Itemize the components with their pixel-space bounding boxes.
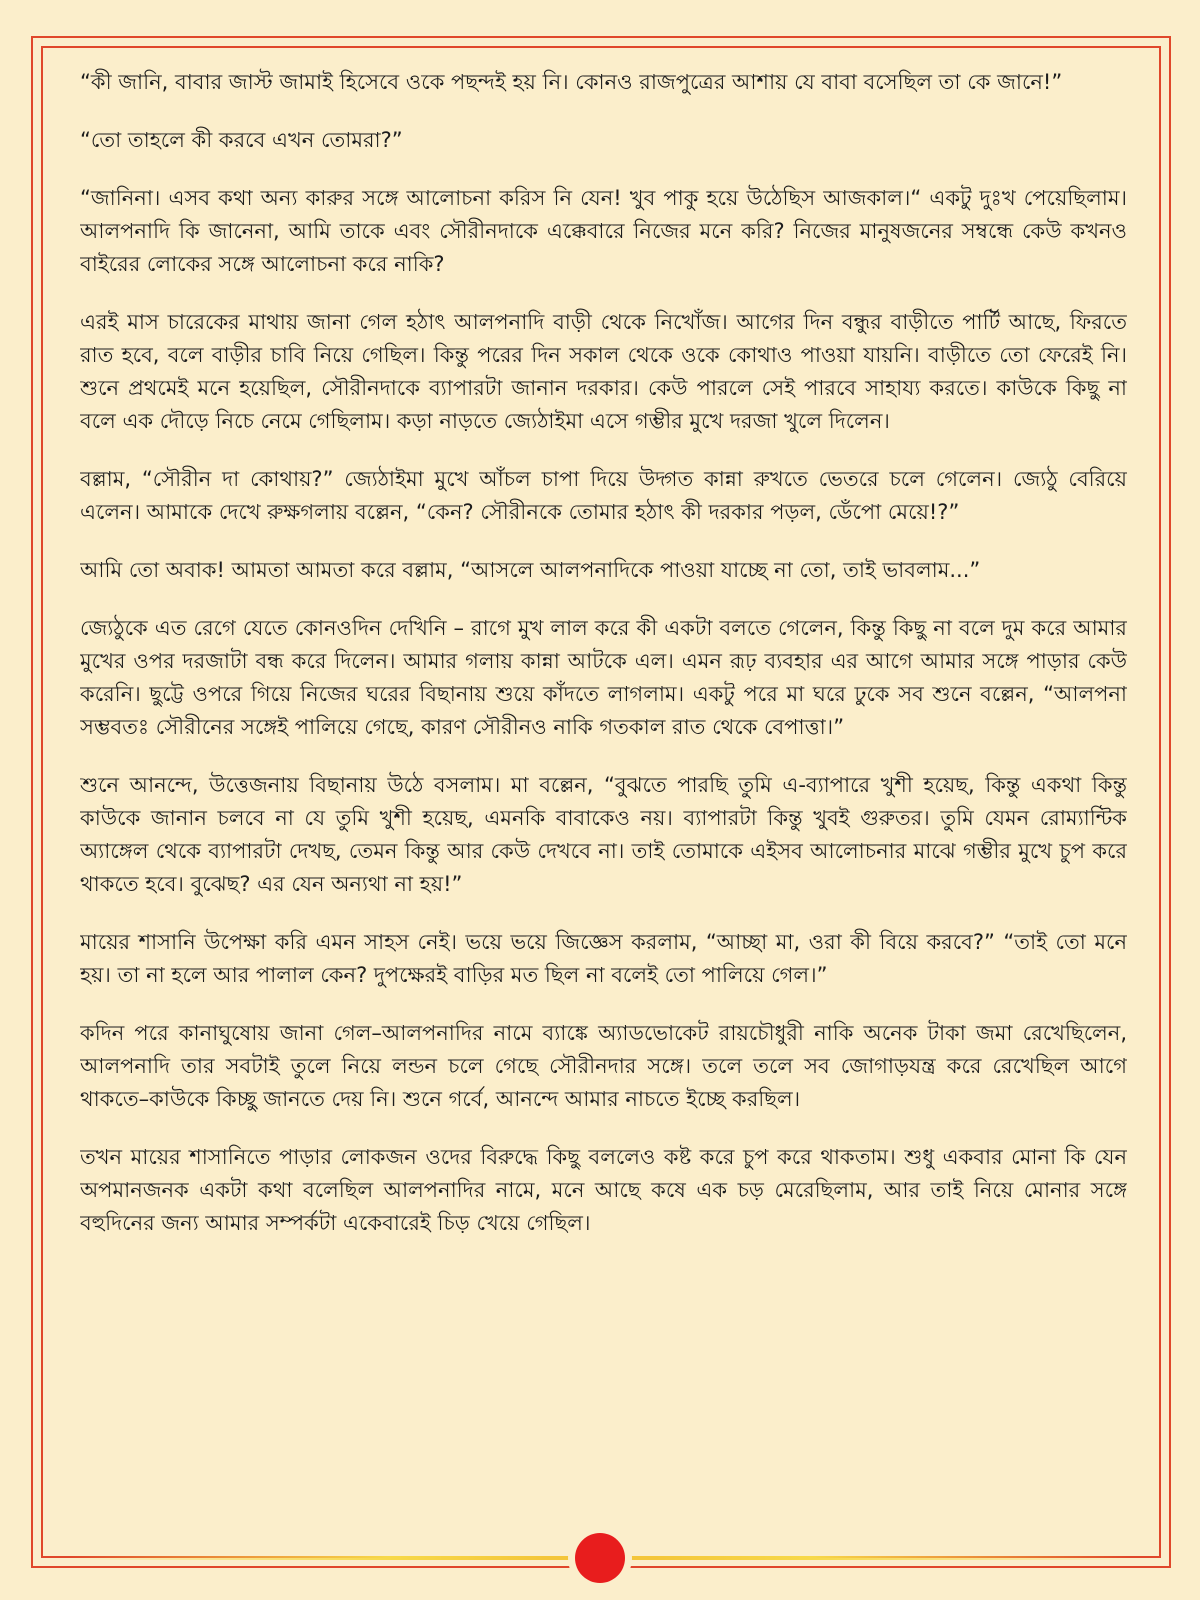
paragraph: বল্লাম, “সৌরীন দা কোথায়?” জ্যেঠাইমা মুখে আঁচল চাপা দিয়ে উদ্গত কান্না রুখতে ভেতরে চলে গেলেন। জ্যেঠু বেরিয়ে এলেন। আমাকে দেখে রুক্ষগলায় বল্লেন, “কেন? সৌরীনকে তোমার হঠাৎ কী দরকার পড়ল, ডেঁপো মেয়ে!?” [80,467,1127,524]
paragraph: কদিন পরে কানাঘুষোয় জানা গেল–আলপনাদির নামে ব্যাঙ্কে অ্যাডভোকেট রায়চৌধুরী নাকি অনেক টাকা জমা রেখেছিলেন, আলপনাদি তার সবটাই তুলে নিয়ে লন্ডন চলে গেছে সৌরীনদার সঙ্গে। তলে তলে সব জোগাড়যন্ত্র করে রেখেছিল আগে থাকতে–কাউকে কিচ্ছু জানতে দেয় নি। শুনে গর্বে, আনন্দে আমার নাচতে ইচ্ছে করছিল। [80,1021,1127,1111]
paragraph: এরই মাস চারেকের মাথায় জানা গেল হঠাৎ আলপনাদি বাড়ী থেকে নিখোঁজ। আগের দিন বন্ধুর বাড়ীতে পার্টি আছে, ফিরতে রাত হবে, বলে বাড়ীর চাবি নিয়ে গেছিল। কিন্তু পরের দিন সকাল থেকে ওকে কোথাও পাওয়া যায়নি। বাড়ীতে তো ফেরেই নি। শুনে প্রথমেই মনে হয়েছিল, সৌরীনদাকে ব্যাপারটা জানান দরকার। কেউ পারলে সেই পারবে সাহায্য করতে। কাউকে কিছু না বলে এক দৌড়ে নিচে নেমে গেছিলাম। কড়া নাড়তে জ্যেঠাইমা এসে গম্ভীর মুখে দরজা খুলে দিলেন। [80,310,1127,433]
paragraph: শুনে আনন্দে, উত্তেজনায় বিছানায় উঠে বসলাম। মা বল্লেন, “বুঝতে পারছি তুমি এ-ব্যাপারে খুশী হয়েছ, কিন্তু একথা কিন্তু কাউকে জানান চলবে না যে তুমি খুশী হয়েছ, এমনকি বাবাকেও নয়। ব্যাপারটা কিন্তু খুবই গুরুতর। তুমি যেমন রোম্যান্টিক অ্যাঙ্গেল থেকে ব্যাপারটা দেখছ, তেমন কিন্তু আর কেউ দেখবে না। তাই তোমাকে এইসব আলোচনার মাঝে গম্ভীর মুখে চুপ করে থাকতে হবে। বুঝেছ? এর যেন অন্যথা না হয়!” [80,773,1127,896]
article-body [80,66,1127,1526]
page-marker-dot [575,1533,625,1583]
paragraph: “তো তাহলে কী করবে এখন তোমরা?” [80,128,403,152]
paragraph: “জানিনা। এসব কথা অন্য কারুর সঙ্গে আলোচনা করিস নি যেন! খুব পাকু হয়ে উঠেছিস আজকাল।“ একটু দুঃখ পেয়েছিলাম। আলপনাদি কি জানেনা, আমি তাকে এবং সৌরীনদাকে এক্কেবারে নিজের মনে করি? নিজের মানুষজনের সম্বন্ধে কেউ কখনও বাইরের লোকের সঙ্গে আলোচনা করে নাকি? [80,186,1127,276]
paragraph: “কী জানি, বাবার জাস্ট জামাই হিসেবে ওকে পছন্দই হয় নি। কোনও রাজপুত্রের আশায় যে বাবা বসেছিল তা কে জানে!” [80,70,1063,94]
paragraph: তখন মায়ের শাসানিতে পাড়ার লোকজন ওদের বিরুদ্ধে কিছু বললেও কষ্ট করে চুপ করে থাকতাম। শুধু একবার মোনা কি যেন অপমানজনক একটা কথা বলেছিল আলপনাদির নামে, মনে আছে কষে এক চড় মেরেছিলাম, আর তাই নিয়ে মোনার সঙ্গে বহুদিনের জন্য আমার সম্পর্কটা একেবারেই চিড় খেয়ে গেছিল। [80,1145,1127,1235]
paragraph: মায়ের শাসানি উপেক্ষা করি এমন সাহস নেই। ভয়ে ভয়ে জিজ্ঞেস করলাম, “আচ্ছা মা, ওরা কী বিয়ে করবে?” “তাই তো মনে হয়। তা না হলে আর পালাল কেন? দুপক্ষেরই বাড়ির মত ছিল না বলেই তো পালিয়ে গেল।” [80,930,1127,987]
paragraph: আমি তো অবাক! আমতা আমতা করে বল্লাম, “আসলে আলপনাদিকে পাওয়া যাচ্ছে না তো, তাই ভাবলাম...” [80,558,981,582]
paragraph: জ্যেঠুকে এত রেগে যেতে কোনওদিন দেখিনি – রাগে মুখ লাল করে কী একটা বলতে গেলেন, কিন্তু কিছু না বলে দুম করে আমার মুখের ওপর দরজাটা বন্ধ করে দিলেন। আমার গলায় কান্না আটকে এল। এমন রূঢ় ব্যবহার এর আগে আমার সঙ্গে পাড়ার কেউ করেনি। ছুট্টে ওপরে গিয়ে নিজের ঘরের বিছানায় শুয়ে কাঁদতে লাগলাম। একটু পরে মা ঘরে ঢুকে সব শুনে বল্লেন, “আলপনা সম্ভবতঃ সৌরীনের সঙ্গেই পালিয়ে গেছে, কারণ সৌরীনও নাকি গতকাল রাত থেকে বেপাত্তা।” [80,616,1127,739]
